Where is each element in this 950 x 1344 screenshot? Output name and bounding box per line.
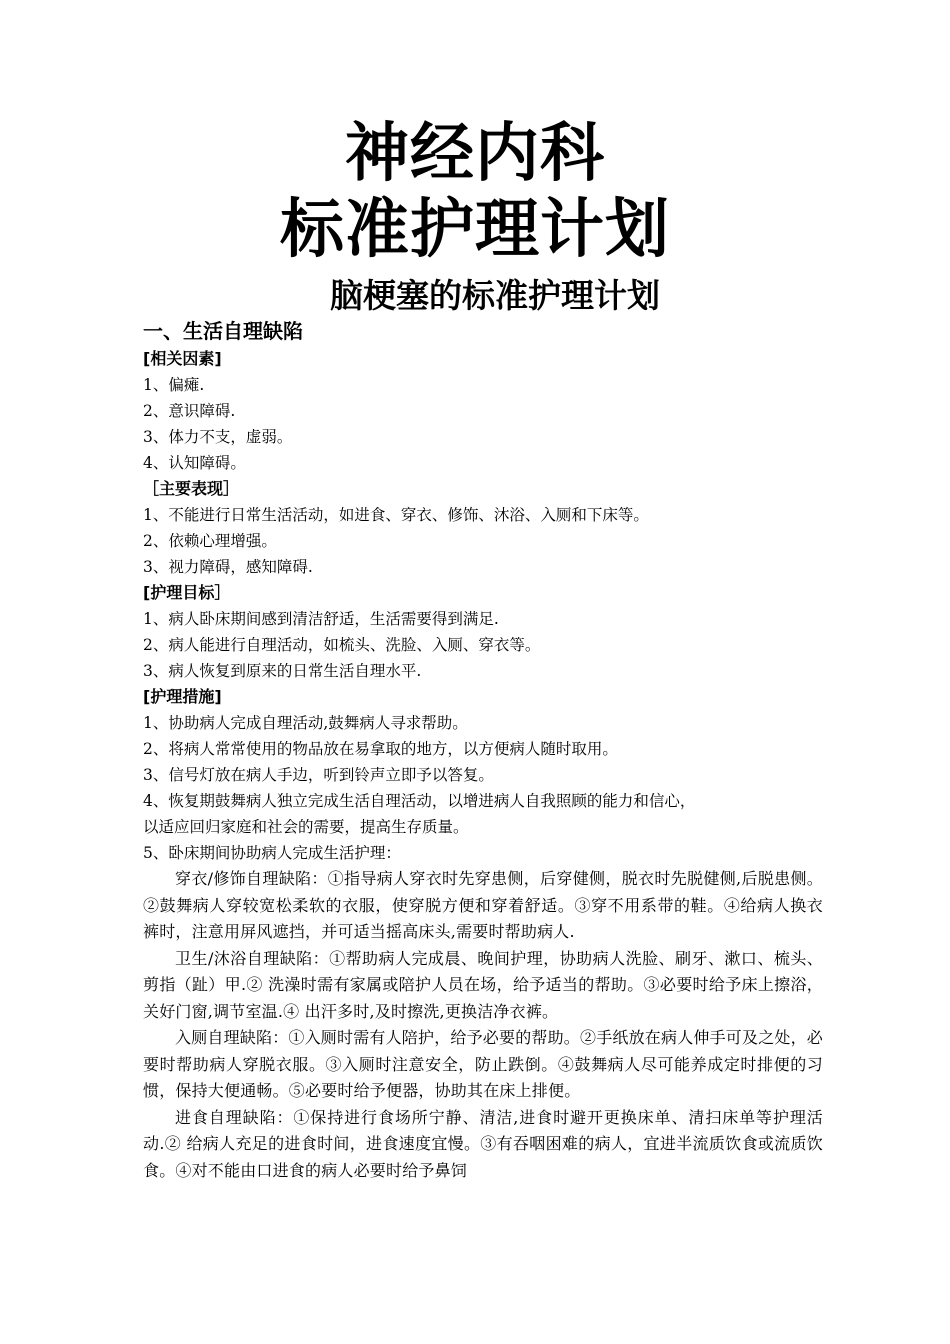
document-title-line1: 神经内科 — [345, 117, 605, 191]
toileting-paragraph: 入厕自理缺陷：①入厕时需有人陪护，给予必要的帮助。②手纸放在病人伸手可及之处，必要时帮助病人穿脱衣服。③入厕时注意安全，防止跌倒。④鼓舞病人尽可能养成定时排便的习惯，保持大便通畅。⑤必要时给予便器，协助其在床上排便。 — [143, 1028, 824, 1100]
dressing-paragraph: 穿衣/修饰自理缺陷：①指导病人穿衣时先穿患侧，后穿健侧，脱衣时先脱健侧,后脱患侧。②鼓舞病人穿较宽松柔软的衣服，使穿脱方便和穿着舒适。③穿不用系带的鞋。④给病人换衣裤时，注意用屏风遮挡，并可适当摇高床头,需要时帮助病人. — [143, 869, 823, 941]
manifestation-item: 2、依赖心理增强。 — [143, 532, 277, 550]
measure-item: 1、协助病人完成自理活动,鼓舞病人寻求帮助。 — [143, 714, 468, 732]
related-factor-item: 1、偏瘫. — [143, 376, 205, 394]
goal-item: 2、病人能进行自理活动，如梳头、洗脸、入厕、穿衣等。 — [143, 636, 541, 654]
measure-item: 3、信号灯放在病人手边，听到铃声立即予以答复。 — [143, 766, 494, 784]
measure-item: 4、恢复期鼓舞病人独立完成生活自理活动，以增进病人自我照顾的能力和信心， — [143, 792, 696, 810]
goal-item: 3、病人恢复到原来的日常生活自理水平. — [143, 662, 422, 680]
measure-item: 2、将病人常常使用的物品放在易拿取的地方，以方便病人随时取用。 — [143, 740, 618, 758]
manifestation-item: 1、不能进行日常生活活动，如进食、穿衣、修饰、沐浴、入厕和下床等。 — [143, 506, 649, 524]
bathing-paragraph: 卫生/沐浴自理缺陷：①帮助病人完成晨、晚间护理，协助病人洗脸、刷牙、漱口、梳头、剪指（趾）甲.② 洗澡时需有家属或陪护人员在场，给予适当的帮助。③必要时给予床上擦浴，关好门窗,调节室温.④ 出汗多时,及时擦洗,更换洁净衣裤。 — [143, 948, 823, 1021]
related-factor-item: 2、意识障碍. — [143, 402, 236, 420]
document-body — [143, 316, 823, 1184]
measure-item: 以适应回归家庭和社会的需要，提高生存质量。 — [143, 818, 469, 836]
section-heading: 一、生活自理缺陷 — [143, 319, 303, 343]
manifestation-item: 3、视力障碍，感知障碍. — [143, 558, 313, 576]
goals-label: [护理目标］ — [143, 583, 231, 602]
document-title-line2: 标准护理计划 — [280, 193, 670, 267]
document-subtitle: 脑梗塞的标准护理计划 — [330, 276, 660, 315]
measures-label: [护理措施] — [143, 687, 222, 706]
manifestations-label: ［主要表现］ — [143, 479, 240, 498]
measure-item: 5、卧床期间协助病人完成生活护理： — [143, 844, 401, 862]
feeding-paragraph: 进食自理缺陷：①保持进行食场所宁静、清洁,进食时避开更换床单、清扫床单等护理活动.② 给病人充足的进食时间，进食速度宜慢。③有吞咽困难的病人，宜进半流质饮食或流质饮食。④对不能由口进食的病人必要时给予鼻饲 — [143, 1107, 823, 1180]
related-factor-item: 4、认知障碍。 — [143, 454, 246, 472]
related-factors-label: [相关因素] — [143, 349, 222, 368]
goal-item: 1、病人卧床期间感到清洁舒适，生活需要得到满足. — [143, 610, 499, 628]
related-factor-item: 3、体力不支，虚弱。 — [143, 428, 293, 446]
